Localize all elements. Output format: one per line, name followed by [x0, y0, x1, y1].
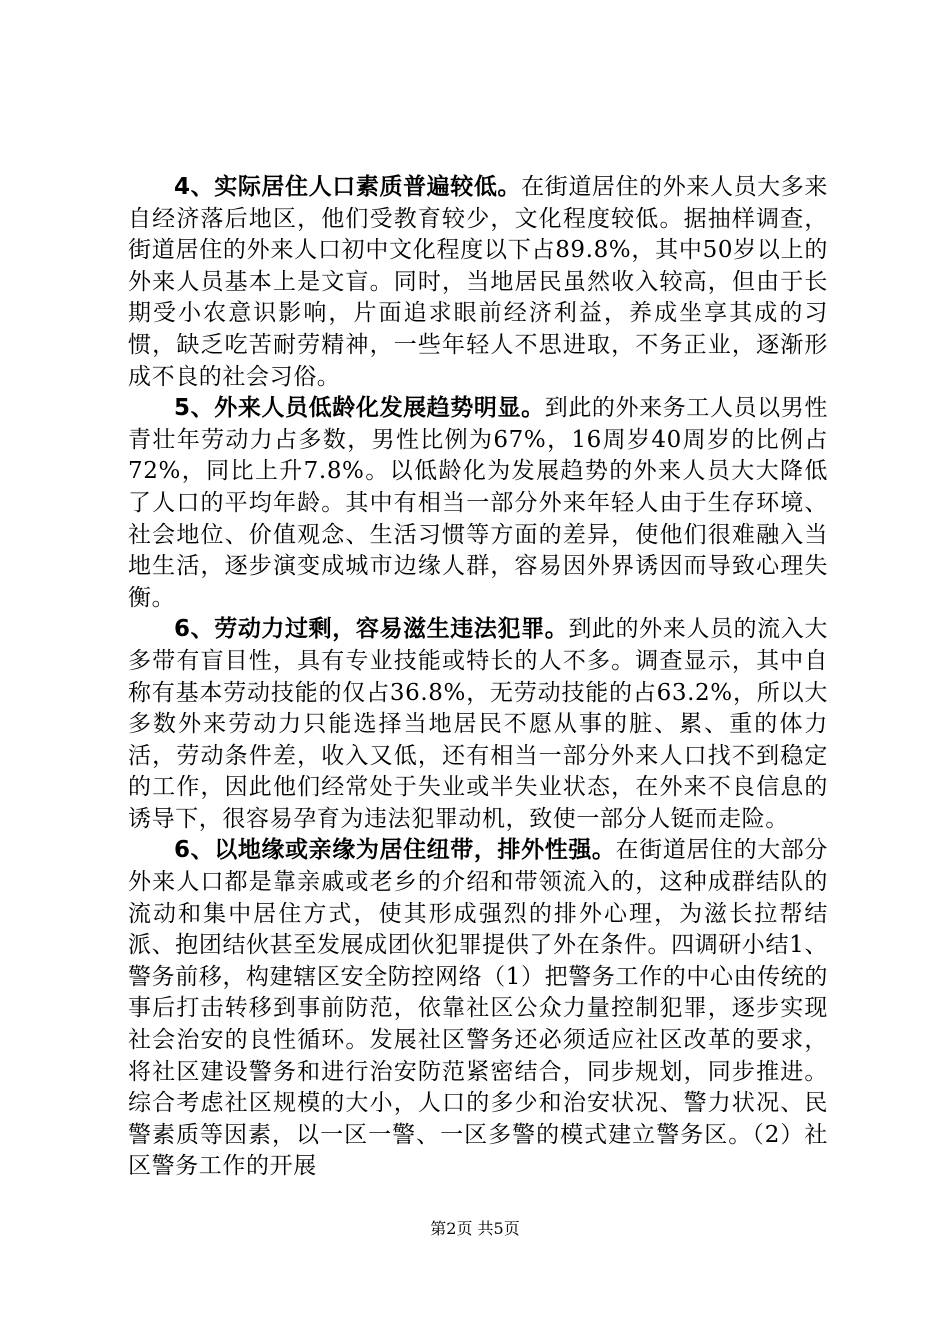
paragraph-text: 到此的外来务工人员以男性青壮年劳动力占多数，男性比例为67%，16周岁40周岁的比例占72%，同比上升7.8%。以低龄化为发展趋势的外来人员大大降低了人口的平均年龄。其中有相当一部分外来年轻人由于生存环境、社会地位、价值观念、生活习惯等方面的差异，使他们很难融入当地生活，逐步演变成城市边缘人群，容易因外界诱因而导致心理失衡。	[128, 395, 828, 611]
paragraph-4	[128, 172, 828, 393]
paragraph-heading: 4、实际居住人口素质普遍较低。	[174, 174, 522, 200]
paragraph-text: 到此的外来人员的流入大多带有盲目性，具有专业技能或特长的人不多。调查显示，其中自称有基本劳动技能的仅占36.8%，无劳动技能的占63.2%，所以大多数外来劳动力只能选择当地居民不愿从事的脏、累、重的体力活，劳动条件差，收入又低，还有相当一部分外来人口找不到稳定的工作，因此他们经常处于失业或半失业状态，在外来不良信息的诱导下，很容易孕育为违法犯罪动机，致使一部分人铤而走险。	[128, 616, 828, 832]
paragraph-6a	[128, 614, 828, 835]
paragraph-heading: 6、劳动力过剩，容易滋生违法犯罪。	[174, 616, 569, 643]
paragraph-text: 在街道居住的大部分外来人口都是靠亲戚或老乡的介绍和带领流入的，这种成群结队的流动和集中居住方式，使其形成强烈的排外心理，为滋长拉帮结派、抱团结伙甚至发展成团伙犯罪提供了外在条件。四调研小结1、警务前移，构建辖区安全防控网络（1）把警务工作的中心由传统的事后打击转移到事前防范，依靠社区公众力量控制犯罪，逐步实现社会治安的良性循环。发展社区警务还必须适应社区改革的要求，将社区建设警务和进行治安防范紧密结合，同步规划，同步推进。综合考虑社区规模的大小，人口的多少和治安状况、警力状况、民警素质等因素，以一区一警、一区多警的模式建立警务区。（2）社区警务工作的开展	[128, 837, 829, 1180]
paragraph-6b	[128, 835, 828, 1183]
page-number-footer: 第2页 共5页	[430, 1219, 520, 1238]
paragraph-text: 在街道居住的外来人员大多来自经济落后地区，他们受教育较少，文化程度较低。据抽样调查，街道居住的外来人口初中文化程度以下占89.8%，其中50岁以上的外来人员基本上是文盲。同时，当地居民虽然收入较高，但由于长期受小农意识影响，片面追求眼前经济利益，养成坐享其成的习惯，缺乏吃苦耐劳精神，一些年轻人不思进取，不务正业，逐渐形成不良的社会习俗。	[128, 174, 828, 390]
document-body	[128, 172, 828, 1183]
paragraph-heading: 5、外来人员低龄化发展趋势明显。	[174, 395, 545, 422]
paragraph-5	[128, 393, 828, 614]
paragraph-heading: 6、以地缘或亲缘为居住纽带，排外性强。	[174, 837, 616, 864]
